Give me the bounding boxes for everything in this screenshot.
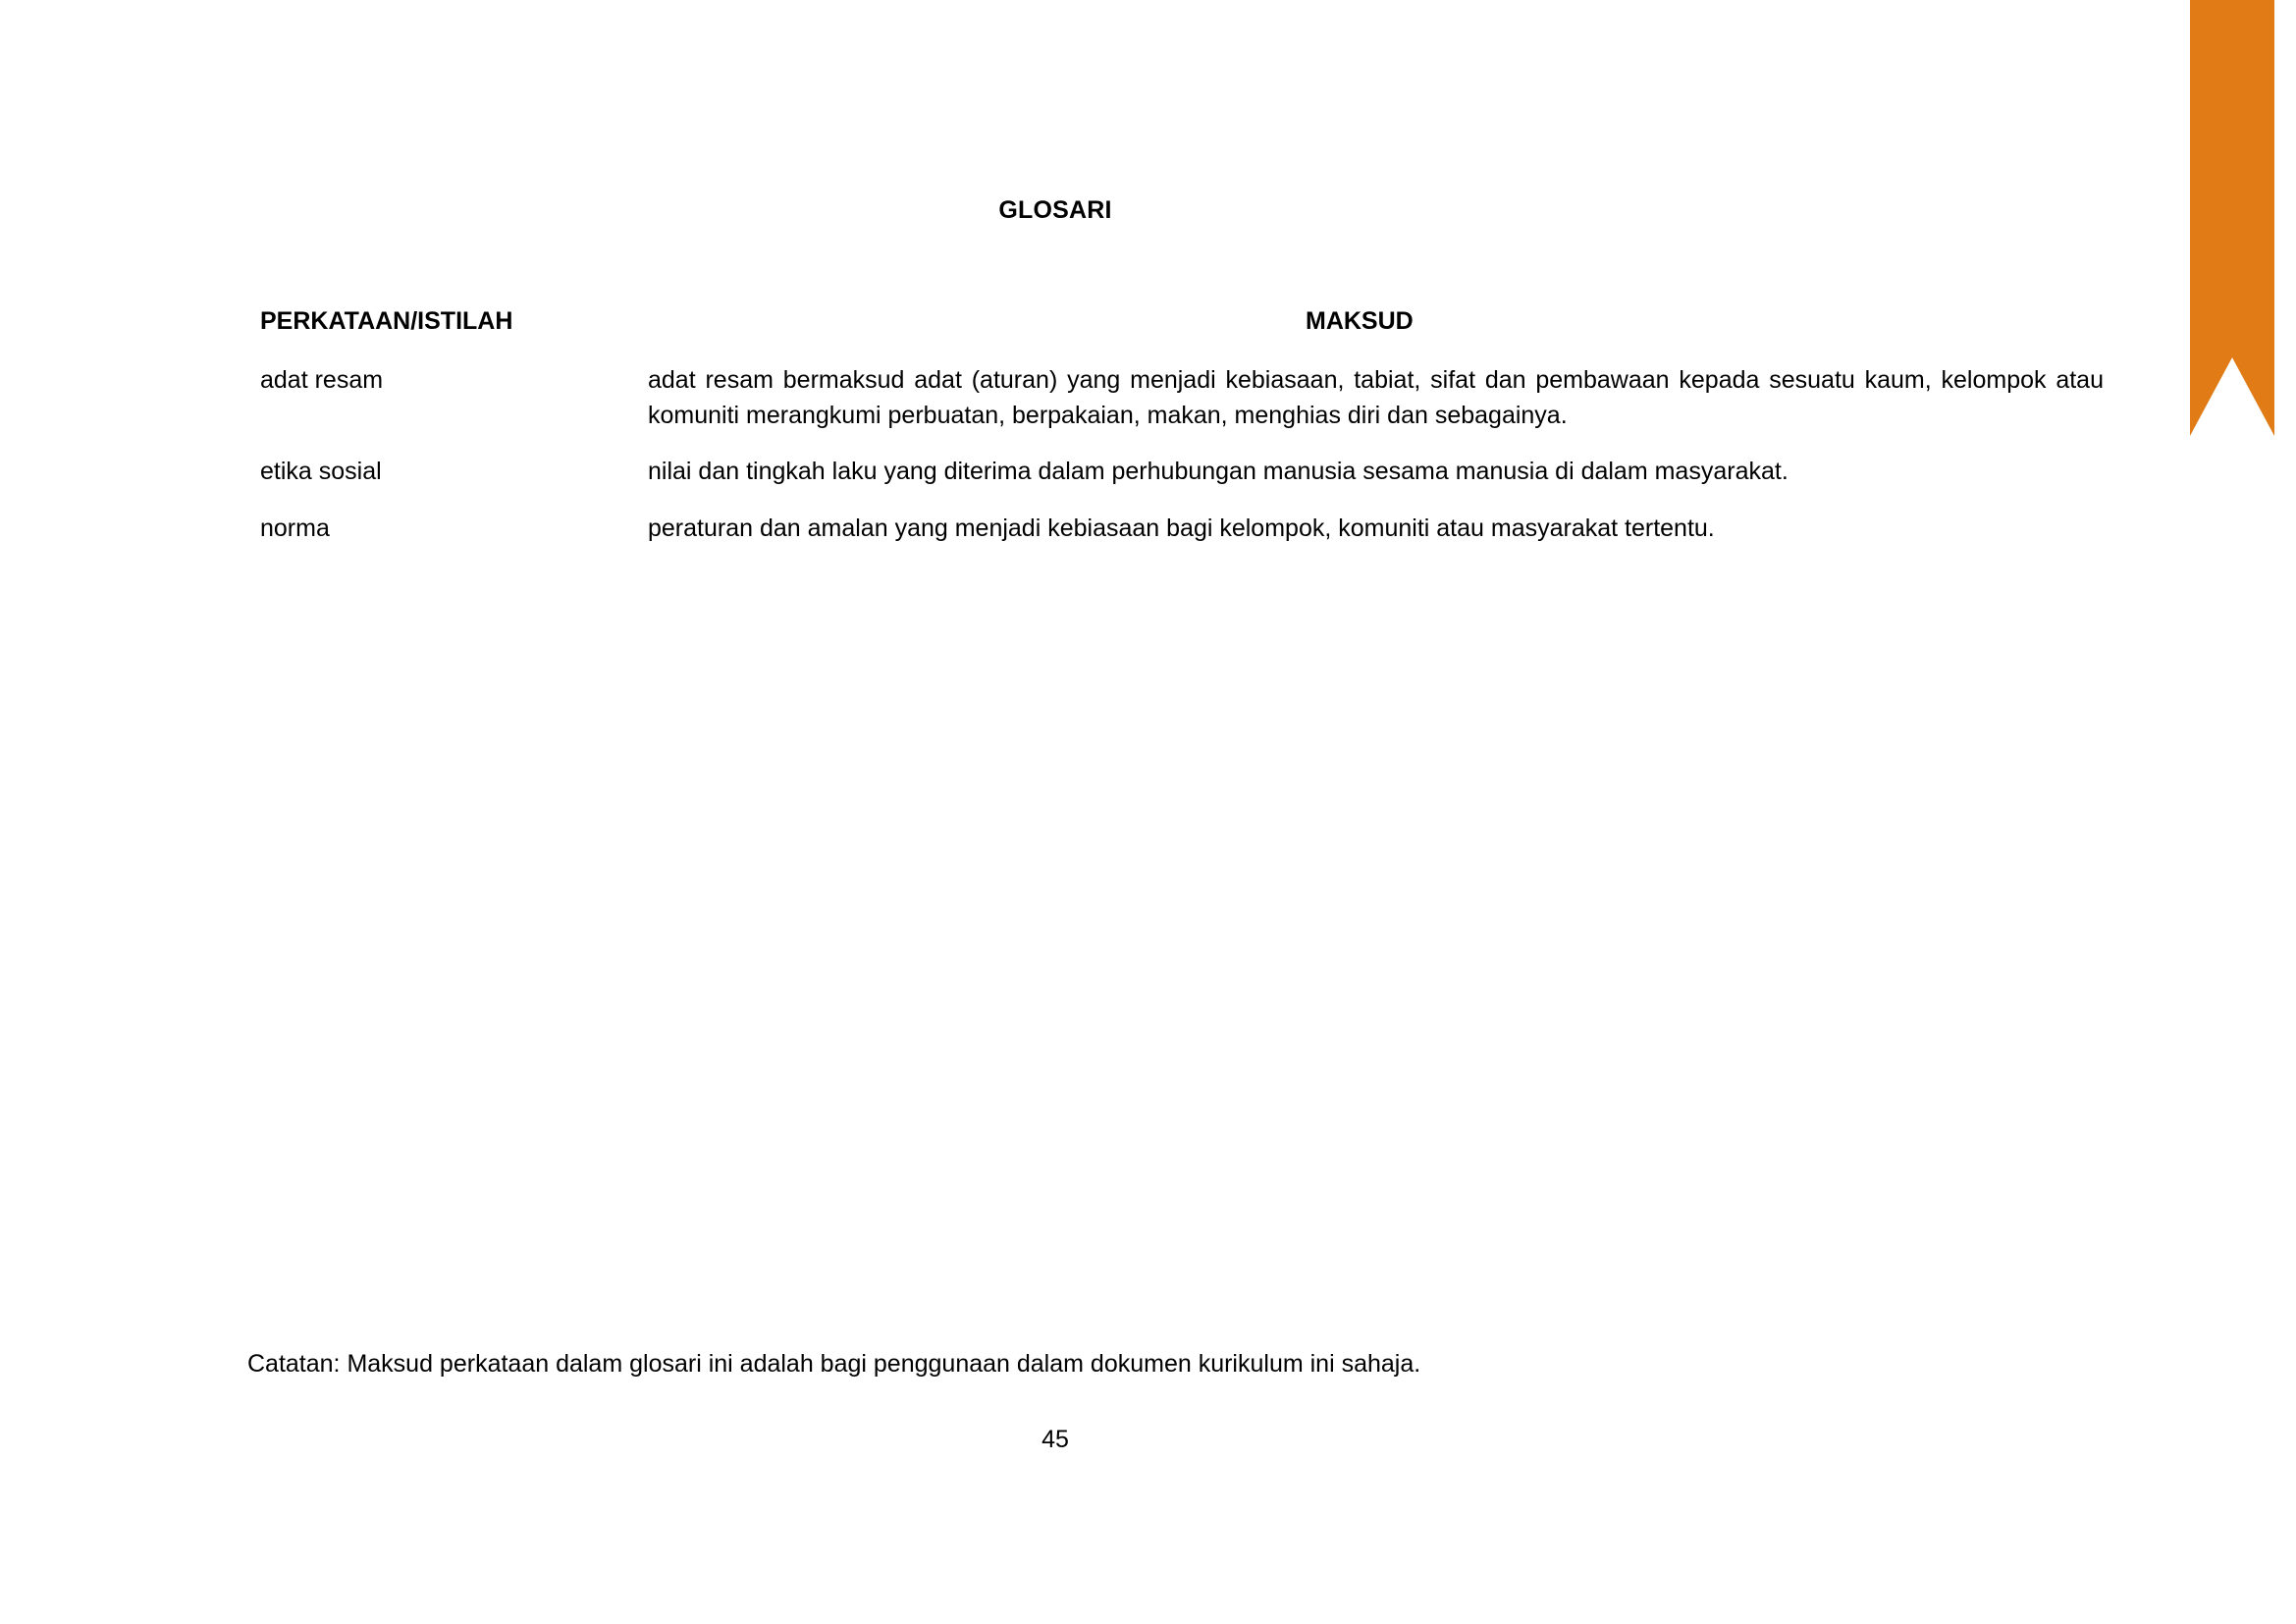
column-header-term: PERKATAAN/ISTILAH — [260, 307, 513, 335]
column-header-meaning: MAKSUD — [1306, 307, 1414, 335]
list-item — [260, 455, 2106, 490]
list-item — [260, 363, 2106, 433]
list-item — [260, 512, 2106, 547]
page-title: GLOSARI — [998, 196, 1112, 224]
glossary-definition: nilai dan tingkah laku yang diterima dalam perhubungan manusia sesama manusia di dalam masyarakat. — [648, 458, 1789, 485]
glossary-term: adat resam — [260, 366, 384, 394]
glossary-definition: peraturan dan amalan yang menjadi kebiasaan bagi kelompok, komuniti atau masyarakat tertentu. — [648, 514, 1715, 542]
glossary-definition: adat resam bermaksud adat (aturan) yang menjadi kebiasaan, tabiat, sifat dan pembawaan kepada sesuatu kaum, kelompok atau komuniti merangkumi perbuatan, berpakaian, makan, menghias diri dan sebagainya. — [648, 366, 2104, 429]
glossary-term: etika sosial — [260, 458, 382, 485]
glossary-term: norma — [260, 514, 330, 542]
page-number: 45 — [1041, 1426, 1069, 1453]
footnote: Catatan: Maksud perkataan dalam glosari ini adalah bagi penggunaan dalam dokumen kurikulum ini sahaja. — [247, 1350, 1421, 1378]
glossary-list — [260, 363, 2106, 568]
